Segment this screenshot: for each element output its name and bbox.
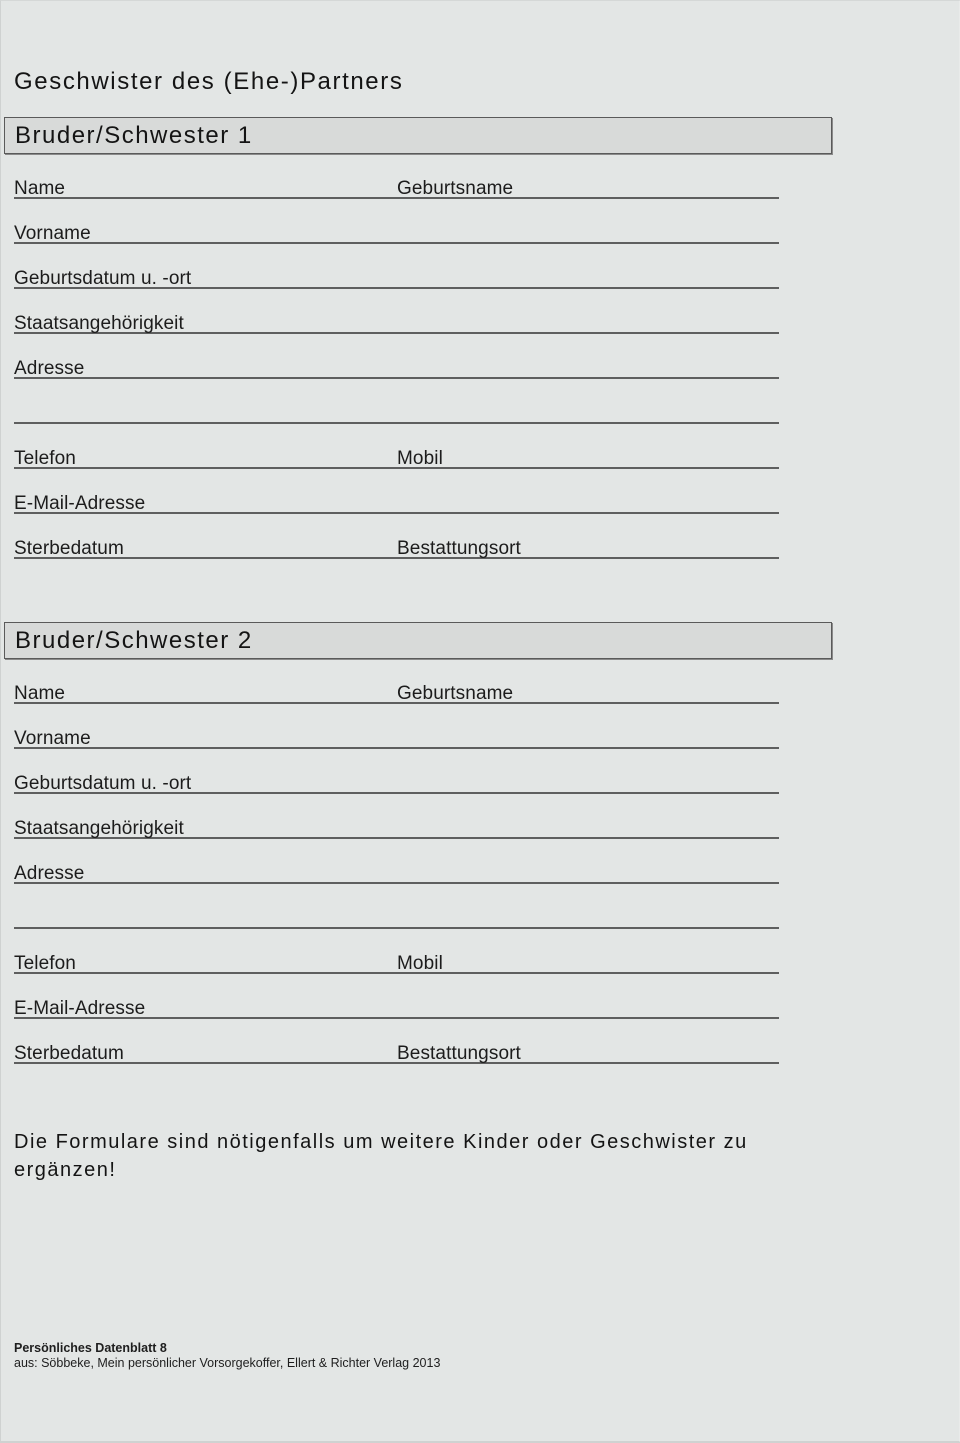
form-row-name[interactable] — [14, 169, 779, 199]
field-label-mobile: Mobil — [397, 448, 443, 469]
section-title: Bruder/Schwester 2 — [15, 627, 253, 654]
footer — [14, 1341, 440, 1371]
form-row-birth-date-place[interactable] — [14, 764, 779, 794]
field-label-nationality: Staatsangehörigkeit — [14, 818, 184, 839]
field-label-nationality: Staatsangehörigkeit — [14, 313, 184, 334]
form-row-address[interactable] — [14, 854, 779, 884]
instruction-note: Die Formulare sind nötigenfalls um weitere Kinder oder Geschwister zu ergänzen! — [14, 1131, 748, 1181]
footer-source: aus: Söbbeke, Mein persönlicher Vorsorgekoffer, Ellert & Richter Verlag 2013 — [14, 1356, 441, 1370]
form-row-nationality[interactable] — [14, 809, 779, 839]
field-label-phone: Telefon — [14, 448, 76, 469]
form-row-address-line-2[interactable] — [14, 899, 779, 929]
field-label-address: Adresse — [14, 863, 85, 884]
form-row-phone[interactable] — [14, 944, 779, 974]
field-label-address: Adresse — [14, 358, 85, 379]
field-label-first-name: Vorname — [14, 728, 91, 749]
field-label-name: Name — [14, 683, 66, 704]
form-row-nationality[interactable] — [14, 304, 779, 334]
section-title: Bruder/Schwester 1 — [15, 122, 253, 149]
form-row-birth-date-place[interactable] — [14, 259, 779, 289]
footer-sheet-title: Persönliches Datenblatt 8 — [14, 1341, 167, 1355]
field-label-burial-place: Bestattungsort — [397, 538, 521, 559]
form-row-email[interactable] — [14, 989, 779, 1019]
section-header-sibling-2 — [4, 622, 832, 659]
field-label-mobile: Mobil — [397, 953, 443, 974]
field-label-name: Name — [14, 178, 66, 199]
field-label-birth-date-place: Geburtsdatum u. -ort — [14, 773, 192, 794]
field-label-death-date: Sterbedatum — [14, 1043, 124, 1064]
field-label-email: E-Mail-Adresse — [14, 493, 146, 514]
section-header-sibling-1 — [4, 117, 832, 154]
field-label-birth-name: Geburtsname — [397, 178, 514, 199]
form-row-address[interactable] — [14, 349, 779, 379]
field-label-birth-name: Geburtsname — [397, 683, 514, 704]
field-label-first-name: Vorname — [14, 223, 91, 244]
form-row-first-name[interactable] — [14, 719, 779, 749]
form-row-death-date[interactable] — [14, 1034, 779, 1064]
field-label-death-date: Sterbedatum — [14, 538, 124, 559]
form-row-phone[interactable] — [14, 439, 779, 469]
field-label-birth-date-place: Geburtsdatum u. -ort — [14, 268, 192, 289]
form-row-death-date[interactable] — [14, 529, 779, 559]
form-row-name[interactable] — [14, 674, 779, 704]
form-row-address-line-2[interactable] — [14, 394, 779, 424]
page-title: Geschwister des (Ehe-)Partners — [14, 68, 404, 95]
field-label-email: E-Mail-Adresse — [14, 998, 146, 1019]
form-row-first-name[interactable] — [14, 214, 779, 244]
form-row-email[interactable] — [14, 484, 779, 514]
field-label-burial-place: Bestattungsort — [397, 1043, 521, 1064]
field-label-phone: Telefon — [14, 953, 76, 974]
